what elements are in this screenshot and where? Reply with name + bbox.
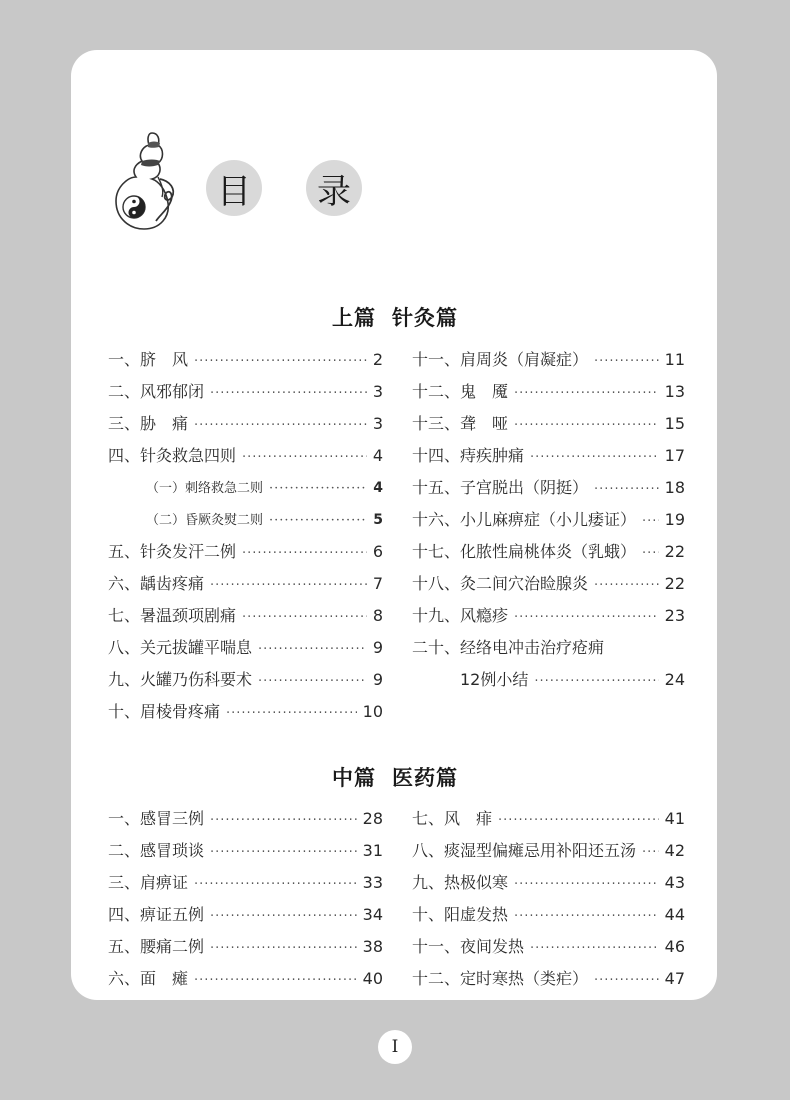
section-title-2-part: 中篇: [332, 765, 376, 790]
toc-entry[interactable]: [412, 408, 685, 440]
toc-entry[interactable]: [108, 867, 383, 899]
toc-entry-page: 15: [664, 414, 685, 433]
page-number-text: I: [391, 1037, 399, 1057]
toc-leader-dots: [594, 570, 659, 602]
toc-entry-label: 十八、灸二间穴治睑腺炎: [412, 574, 589, 593]
section-title-1-name: 针灸篇: [392, 305, 458, 330]
toc-entry[interactable]: [412, 632, 685, 664]
toc-entry-page: 7: [372, 574, 383, 593]
toc-leader-dots: [194, 965, 357, 997]
toc-entry-page: 11: [664, 350, 685, 369]
toc-entry-label: 十一、肩周炎（肩凝症）: [412, 350, 589, 369]
toc-entry-page: 13: [664, 382, 685, 401]
toc-entry[interactable]: [412, 344, 685, 376]
toc-entry-page: 34: [362, 905, 383, 924]
toc-leader-dots: [210, 901, 357, 933]
page-number: [378, 1030, 412, 1064]
toc-entry-label: 十一、夜间发热: [412, 937, 525, 956]
toc-entry-label: 五、腰痛二例: [108, 937, 205, 956]
toc-leader-dots: [269, 505, 367, 537]
toc-entry[interactable]: [412, 931, 685, 963]
toc-entry-label: 二、风邪郁闭: [108, 382, 205, 401]
toc-entry[interactable]: [108, 376, 383, 408]
title-char-2: 录: [317, 171, 351, 212]
toc-leader-dots: [642, 538, 659, 570]
toc-leader-dots: [194, 410, 367, 442]
section-title-1: [0, 302, 790, 332]
toc-entry[interactable]: [108, 600, 383, 632]
toc-entry-page: 9: [372, 638, 383, 657]
toc-entry-page: 3: [372, 414, 383, 433]
toc-entry[interactable]: [108, 835, 383, 867]
toc-entry[interactable]: [412, 536, 685, 568]
toc-entry-page: 4: [372, 446, 383, 465]
toc-entry-page: 3: [372, 382, 383, 401]
toc-entry-label: 八、痰湿型偏瘫忌用补阳还五汤: [412, 841, 637, 860]
toc-leader-dots: [642, 837, 659, 869]
toc-entry-label: 十五、子宫脱出（阴挺）: [412, 478, 589, 497]
title-circle-2: [306, 160, 362, 216]
toc-entry-label: （二）昏厥灸熨二则: [146, 513, 264, 528]
toc-entry-page: 18: [664, 478, 685, 497]
toc-entry-label: 一、感冒三例: [108, 809, 205, 828]
toc-entry-label: 二十、经络电冲击治疗疮痈: [412, 638, 605, 657]
section-title-2-name: 医药篇: [392, 765, 458, 790]
toc-entry-page: 22: [664, 542, 685, 561]
toc-entry-label: 十二、定时寒热（类疟）: [412, 969, 589, 988]
toc-entry-page: 23: [664, 606, 685, 625]
toc-entry-label: 十三、聋 哑: [412, 414, 509, 433]
toc-entry-label: 六、龋齿疼痛: [108, 574, 205, 593]
toc-entry[interactable]: [108, 632, 383, 664]
toc-leader-dots: [514, 410, 659, 442]
toc-leader-dots: [258, 666, 367, 698]
section-title-2: [0, 762, 790, 792]
title-circle-1: [206, 160, 262, 216]
section2-left-column: [108, 803, 383, 995]
toc-entry-page: 22: [664, 574, 685, 593]
toc-leader-dots: [534, 666, 658, 698]
toc-entry-page: 46: [664, 937, 685, 956]
toc-entry[interactable]: [412, 963, 685, 995]
toc-entry-label: 十、眉棱骨疼痛: [108, 702, 221, 721]
toc-leader-dots: [194, 346, 367, 378]
toc-entry-page: 43: [664, 873, 685, 892]
toc-entry-page: 47: [664, 969, 685, 988]
toc-leader-dots: [642, 506, 659, 538]
toc-entry-label: （一）刺络救急二则: [146, 481, 264, 496]
toc-entry[interactable]: [108, 963, 383, 995]
toc-entry-page: 2: [372, 350, 383, 369]
toc-entry-label: 五、针灸发汗二例: [108, 542, 237, 561]
toc-leader-dots: [594, 965, 659, 997]
toc-entry-page: 5: [373, 512, 383, 528]
toc-entry-page: 4: [373, 480, 383, 496]
toc-entry-label: 三、胁 痛: [108, 414, 189, 433]
toc-leader-dots: [594, 346, 659, 378]
toc-leader-dots: [210, 378, 367, 410]
toc-leader-dots: [210, 570, 367, 602]
toc-entry-label: 一、脐 风: [108, 350, 189, 369]
toc-leader-dots: [269, 473, 367, 505]
toc-entry[interactable]: [412, 568, 685, 600]
toc-leader-dots: [514, 869, 659, 901]
toc-leader-dots: [210, 837, 357, 869]
toc-entry[interactable]: [412, 664, 685, 696]
toc-entry-label: 八、关元拔罐平喘息: [108, 638, 253, 657]
section1-left-column: [108, 344, 383, 728]
toc-entry-page: 42: [664, 841, 685, 860]
toc-leader-dots: [226, 698, 357, 730]
toc-leader-dots: [242, 602, 367, 634]
toc-entry-label: 七、风 痱: [412, 809, 493, 828]
toc-entry-page: 38: [362, 937, 383, 956]
toc-entry[interactable]: [108, 664, 383, 696]
toc-entry[interactable]: [412, 867, 685, 899]
toc-entry-label: 十九、风瘾疹: [412, 606, 509, 625]
toc-entry[interactable]: [412, 835, 685, 867]
toc-entry-label: 九、热极似寒: [412, 873, 509, 892]
toc-entry-page: 44: [664, 905, 685, 924]
toc-entry-label: 六、面 瘫: [108, 969, 189, 988]
toc-entry[interactable]: [108, 931, 383, 963]
toc-entry-page: 41: [664, 809, 685, 828]
toc-entry[interactable]: [108, 472, 383, 504]
toc-entry[interactable]: [108, 408, 383, 440]
toc-leader-dots: [210, 933, 357, 965]
toc-entry-label: 七、暑温颈项剧痛: [108, 606, 237, 625]
toc-entry[interactable]: [412, 504, 685, 536]
section-title-1-part: 上篇: [332, 305, 376, 330]
toc-entry-page: 17: [664, 446, 685, 465]
toc-entry-label: 九、火罐乃伤科要术: [108, 670, 253, 689]
toc-entry[interactable]: [108, 803, 383, 835]
toc-entry[interactable]: [108, 504, 383, 536]
toc-entry[interactable]: [412, 376, 685, 408]
toc-entry-page: 40: [362, 969, 383, 988]
toc-entry-page: 10: [362, 702, 383, 721]
toc-entry-page: 8: [372, 606, 383, 625]
toc-entry-label: 12例小结: [460, 670, 529, 689]
toc-entry[interactable]: [108, 344, 383, 376]
toc-entry-page: 24: [664, 670, 685, 689]
toc-entry-page: 6: [372, 542, 383, 561]
toc-entry-page: 9: [372, 670, 383, 689]
toc-entry-page: 33: [362, 873, 383, 892]
toc-leader-dots: [498, 805, 659, 837]
toc-entry[interactable]: [412, 803, 685, 835]
toc-leader-dots: [210, 805, 357, 837]
toc-entry-label: 四、针灸救急四则: [108, 446, 237, 465]
toc-entry[interactable]: [108, 568, 383, 600]
toc-leader-dots: [530, 442, 659, 474]
toc-entry-label: 四、痹证五例: [108, 905, 205, 924]
title-char-1: 目: [217, 171, 251, 212]
toc-leader-dots: [258, 634, 367, 666]
section2-right-column: [412, 803, 685, 995]
toc-entry-label: 十四、痔疾肿痛: [412, 446, 525, 465]
toc-entry[interactable]: [108, 536, 383, 568]
toc-leader-dots: [514, 378, 659, 410]
toc-entry[interactable]: [412, 472, 685, 504]
toc-leader-dots: [514, 901, 659, 933]
toc-entry-label: 十、阳虚发热: [412, 905, 509, 924]
toc-entry-label: 十六、小儿麻痹症（小儿痿证）: [412, 510, 637, 529]
toc-leader-dots: [242, 538, 367, 570]
toc-entry-page: 19: [664, 510, 685, 529]
toc-entry[interactable]: [108, 696, 383, 728]
toc-leader-dots: [194, 869, 357, 901]
toc-entry-label: 十二、鬼 魇: [412, 382, 509, 401]
toc-entry[interactable]: [108, 899, 383, 931]
toc-entry-label: 十七、化脓性扁桃体炎（乳蛾）: [412, 542, 637, 561]
toc-leader-dots: [530, 933, 659, 965]
toc-entry-page: 28: [362, 809, 383, 828]
toc-entry-page: 31: [362, 841, 383, 860]
toc-entry[interactable]: [412, 899, 685, 931]
toc-entry-label: 三、肩痹证: [108, 873, 189, 892]
toc-leader-dots: [514, 602, 659, 634]
section1-right-column: [412, 344, 685, 696]
gourd-taiji-icon: [104, 125, 180, 233]
toc-entry[interactable]: [412, 600, 685, 632]
toc-entry[interactable]: [412, 440, 685, 472]
toc-leader-dots: [242, 442, 367, 474]
toc-leader-dots: [594, 474, 659, 506]
toc-entry-label: 二、感冒琐谈: [108, 841, 205, 860]
toc-entry[interactable]: [108, 440, 383, 472]
